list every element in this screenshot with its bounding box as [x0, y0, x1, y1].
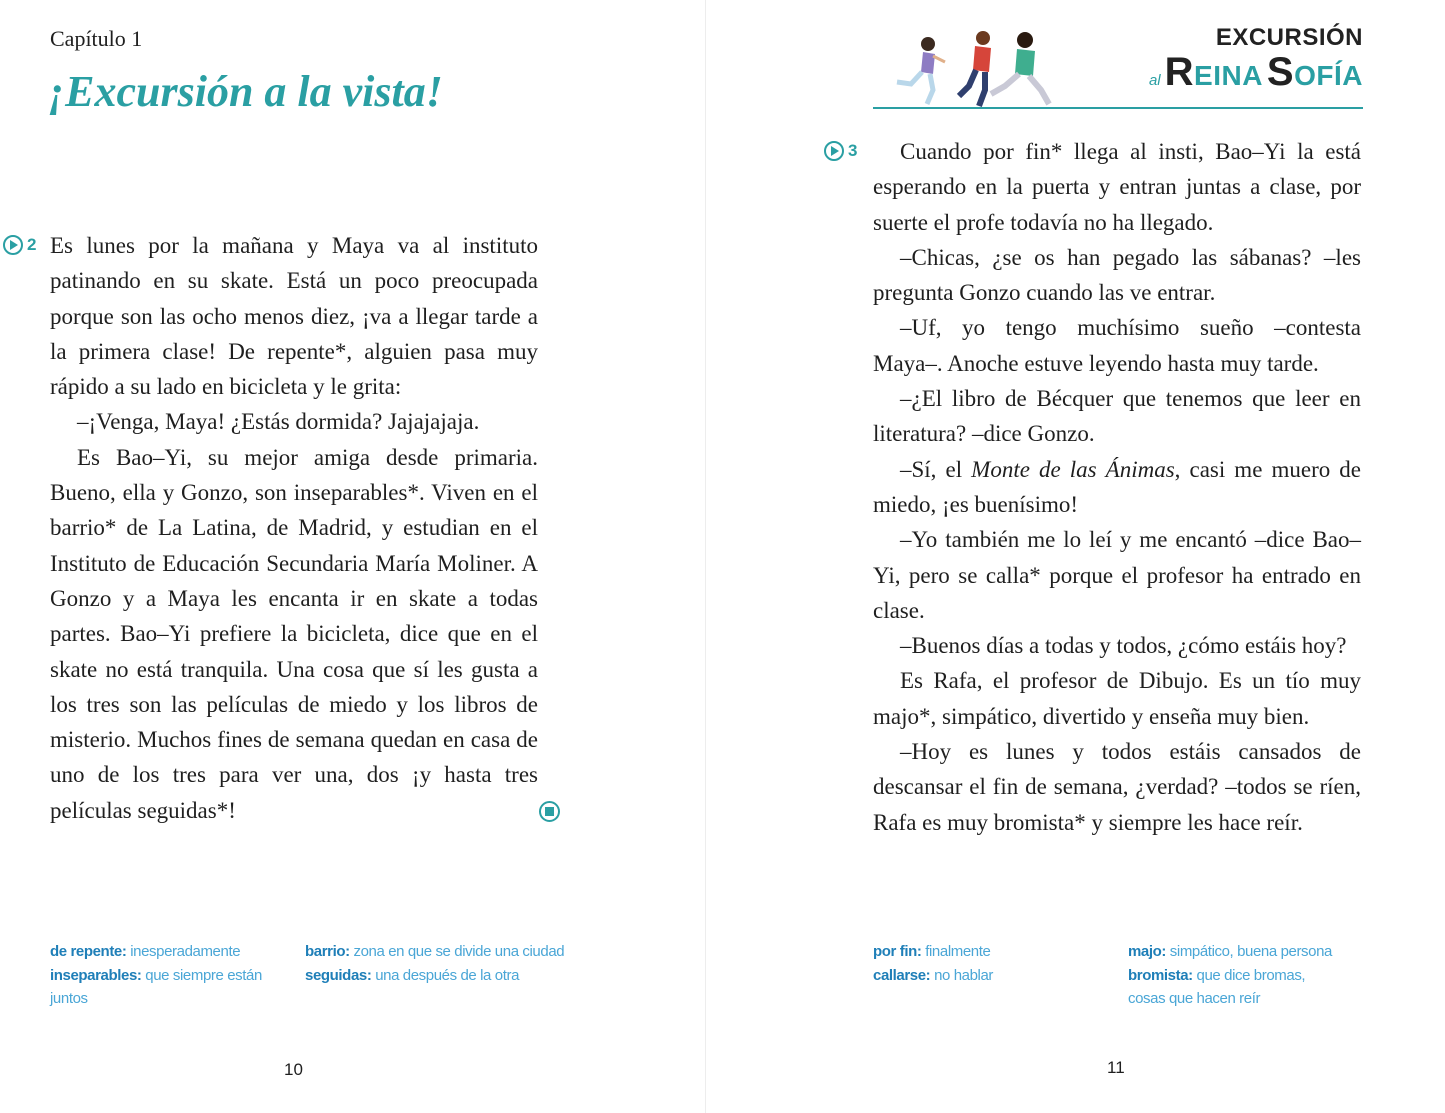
glossary-entry: majo: simpático, buena persona	[1128, 943, 1332, 960]
logo-al: al	[1148, 72, 1161, 89]
glossary-entry: seguidas: una después de la otra	[305, 966, 520, 984]
stop-audio-icon[interactable]	[539, 801, 560, 822]
paragraph: –Yo también me lo leí y me encantó –dice Bao–Yi, pero se calla* porque el profesor ha entrado en clase.	[873, 527, 1361, 623]
glossary-left-col1	[50, 940, 290, 1011]
story-text-right	[873, 134, 1361, 840]
glossary-entry: inseparables: que siempre están juntos	[50, 966, 262, 1007]
glossary-entry: de repente: inesperadamente	[50, 943, 241, 960]
paragraph: –¡Venga, Maya! ¿Estás dormida? Jajajajaja.	[77, 409, 480, 435]
book-series-logo	[1149, 24, 1363, 95]
logo-sofia: SOFÍA	[1266, 50, 1363, 94]
page-number: 10	[284, 1060, 303, 1079]
paragraph: –Hoy es lunes y todos estáis cansados de descansar el fin de semana, ¿verdad? –todos se ríen, Rafa es muy bromista* y siempre les hace reír.	[873, 739, 1361, 835]
chapter-title: ¡Excursión a la vista!	[48, 67, 443, 116]
play-audio-icon[interactable]	[824, 141, 844, 161]
glossary-right-col1	[873, 940, 1113, 987]
audio-track-2[interactable]	[3, 235, 36, 255]
paragraph: –Sí, el Monte de las Ánimas, casi me muero de miedo, ¡es buenísimo!	[873, 456, 1362, 517]
paragraph: –Uf, yo tengo muchísimo sueño –contesta Maya–. Anoche estuve leyendo hasta muy tarde.	[873, 315, 1361, 376]
glossary-left-col2	[305, 940, 565, 987]
glossary-entry: callarse: no hablar	[873, 966, 994, 984]
story-text-left	[50, 228, 538, 828]
paragraph: Cuando por fin* llega al insti, Bao–Yi la está esperando en la puerta y entran juntas a clase, por suerte el profe todavía no ha llegado.	[873, 139, 1361, 235]
glossary-entry: barrio: zona en que se divide una ciudad	[305, 943, 565, 960]
chapter-label: Capítulo 1	[50, 26, 143, 51]
glossary-right-col2	[1128, 940, 1343, 1011]
glossary-entry: bromista: que dice bromas, cosas que hacen reír	[1128, 966, 1306, 1007]
audio-track-number: 3	[848, 141, 858, 160]
play-audio-icon[interactable]	[3, 235, 23, 255]
paragraph: –Chicas, ¿se os han pegado las sábanas? –les pregunta Gonzo cuando las ve entrar.	[873, 244, 1361, 306]
left-page	[0, 0, 705, 1113]
paragraph: Es Bao–Yi, su mejor amiga desde primaria. Bueno, ella y Gonzo, son inseparables*. Viven en el barrio* de La Latina, de Madrid, y estudian en el Instituto de Educación Secundaria María Moliner. A Gonzo y a Maya les encanta ir en skate a todas partes. Bao–Yi prefiere la bicicleta, dice que en el skate no está tranquila. Una cosa que sí les gusta a los tres son las películas de miedo y los libros de misterio. Muchos fines de semana quedan en casa de uno de los tres para ver una, dos ¡y hasta tres películas seguidas*!	[50, 444, 538, 823]
paragraph: –Buenos días a todas y todos, ¿cómo estáis hoy?	[900, 633, 1347, 659]
logo-title: EXCURSIÓN	[1215, 24, 1363, 51]
paragraph: Es Rafa, el profesor de Dibujo. Es un tío muy majo*, simpático, divertido y enseña muy bien.	[873, 668, 1361, 729]
page-number: 11	[1107, 1058, 1125, 1077]
right-page	[706, 0, 1445, 1113]
logo-reina: REINA	[1164, 50, 1263, 94]
paragraph: Es lunes por la mañana y Maya va al instituto patinando en su skate. Está un poco preocupada porque son las ocho menos diez, ¡va a llegar tarde a la primera clase! De repente*, alguien pasa muy rápido a su lado en bicicleta y le grita:	[50, 233, 538, 400]
glossary-entry: por fin: finalmente	[873, 943, 991, 960]
paragraph: –¿El libro de Bécquer que tenemos que leer en literatura? –dice Gonzo.	[873, 386, 1361, 447]
book-title-italic: Monte de las Ánimas	[971, 456, 1175, 482]
audio-track-number: 2	[27, 235, 37, 254]
audio-track-3[interactable]	[824, 141, 857, 161]
